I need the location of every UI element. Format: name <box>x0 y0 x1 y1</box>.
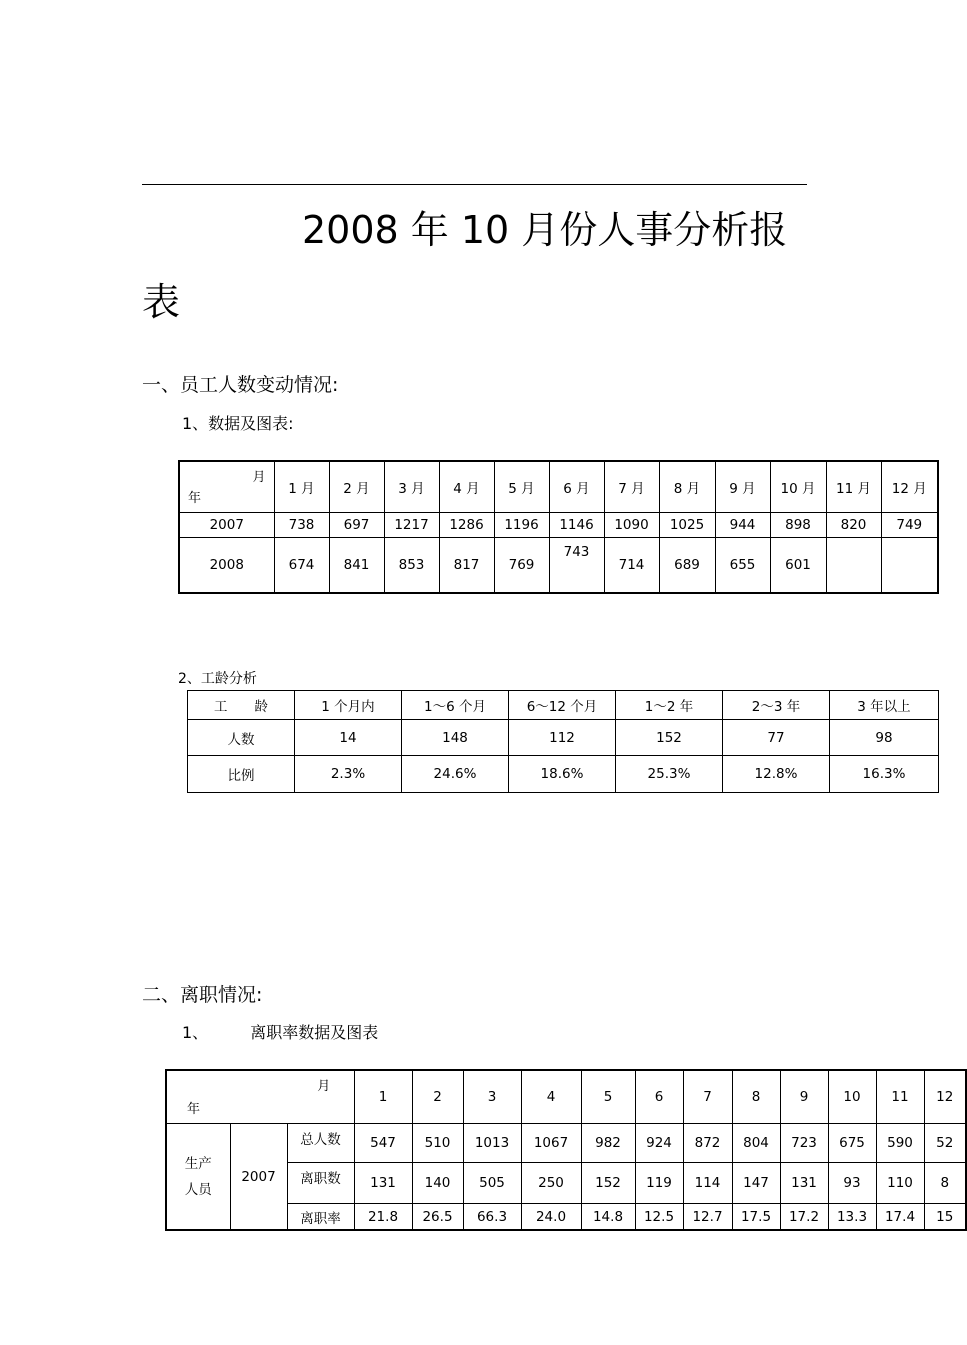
month-header: 10 <box>828 1070 876 1124</box>
table-cell: 131 <box>354 1163 412 1204</box>
table-cell: 804 <box>732 1124 780 1163</box>
table-cell: 738 <box>274 513 329 538</box>
month-header: 5 月 <box>494 461 549 513</box>
table-cell: 743 <box>549 538 604 594</box>
section-heading-turnover: 二、离职情况: <box>142 984 263 1006</box>
month-header: 5 <box>581 1070 635 1124</box>
month-header: 11 <box>876 1070 924 1124</box>
month-header: 1 月 <box>274 461 329 513</box>
table-cell: 12.8% <box>723 756 830 793</box>
table-cell: 24.6% <box>402 756 509 793</box>
row-label: 离职率 <box>287 1204 354 1231</box>
month-header: 7 月 <box>604 461 659 513</box>
subsection-turnover-data <box>182 1022 378 1044</box>
table-cell: 12.5 <box>635 1204 683 1231</box>
table-header: 3 年以上 <box>830 691 939 720</box>
table-cell: 24.0 <box>521 1204 581 1231</box>
table-cell: 17.5 <box>732 1204 780 1231</box>
table-row <box>166 1124 966 1163</box>
group-label-line: 生产 <box>184 1155 212 1172</box>
table-cell <box>881 538 938 594</box>
turnover-table <box>165 1069 967 1231</box>
table-cell: 8 <box>924 1163 966 1204</box>
section-heading-headcount: 一、员工人数变动情况: <box>142 374 339 396</box>
table-cell: 15 <box>924 1204 966 1231</box>
table-header: 1～2 年 <box>616 691 723 720</box>
table-cell: 817 <box>439 538 494 594</box>
table-cell: 1217 <box>384 513 439 538</box>
table-cell: 590 <box>876 1124 924 1163</box>
month-header: 6 月 <box>549 461 604 513</box>
table-header-row <box>166 1070 966 1124</box>
month-header: 4 月 <box>439 461 494 513</box>
month-header: 7 <box>683 1070 732 1124</box>
month-header: 3 <box>463 1070 521 1124</box>
table-cell: 944 <box>715 513 770 538</box>
table-cell: 841 <box>329 538 384 594</box>
corner-year-label: 年 <box>188 491 202 506</box>
month-header: 10 月 <box>770 461 826 513</box>
table-cell <box>826 538 881 594</box>
table-cell: 152 <box>616 720 723 756</box>
report-title-continued: 表 <box>142 280 181 324</box>
table-row <box>188 756 939 793</box>
month-header: 6 <box>635 1070 683 1124</box>
month-header: 8 <box>732 1070 780 1124</box>
table-cell: 14 <box>295 720 402 756</box>
table-cell: 250 <box>521 1163 581 1204</box>
month-header: 12 <box>924 1070 966 1124</box>
group-label-production <box>166 1124 230 1231</box>
row-label: 人数 <box>188 720 295 756</box>
table-cell: 1067 <box>521 1124 581 1163</box>
table-cell: 689 <box>659 538 715 594</box>
table-cell: 131 <box>780 1163 828 1204</box>
headcount-table <box>178 460 939 594</box>
table-cell: 872 <box>683 1124 732 1163</box>
table-cell: 820 <box>826 513 881 538</box>
month-header: 2 月 <box>329 461 384 513</box>
table-cell: 982 <box>581 1124 635 1163</box>
table-cell: 749 <box>881 513 938 538</box>
seniority-table <box>187 690 939 793</box>
row-label: 离职数 <box>287 1163 354 1204</box>
table-cell: 110 <box>876 1163 924 1204</box>
table-cell: 1196 <box>494 513 549 538</box>
table-cell: 12.7 <box>683 1204 732 1231</box>
table-cell: 17.4 <box>876 1204 924 1231</box>
corner-month-label: 月 <box>252 470 266 485</box>
month-header: 1 <box>354 1070 412 1124</box>
table-header: 1～6 个月 <box>402 691 509 720</box>
year-cell: 2007 <box>179 513 274 538</box>
table-cell: 13.3 <box>828 1204 876 1231</box>
month-header: 12 月 <box>881 461 938 513</box>
table-cell: 674 <box>274 538 329 594</box>
month-header: 8 月 <box>659 461 715 513</box>
table-cell: 52 <box>924 1124 966 1163</box>
table-header-row <box>188 691 939 720</box>
table-cell: 924 <box>635 1124 683 1163</box>
subsection-number: 1、 <box>182 1023 209 1042</box>
table-row <box>179 538 938 594</box>
month-header: 4 <box>521 1070 581 1124</box>
table-cell: 77 <box>723 720 830 756</box>
table-cell: 148 <box>402 720 509 756</box>
table-cell: 16.3% <box>830 756 939 793</box>
table-cell: 675 <box>828 1124 876 1163</box>
table-cell: 119 <box>635 1163 683 1204</box>
row-label: 总人数 <box>287 1124 354 1163</box>
table-cell: 547 <box>354 1124 412 1163</box>
table-cell: 714 <box>604 538 659 594</box>
table-header: 6～12 个月 <box>509 691 616 720</box>
table-cell: 93 <box>828 1163 876 1204</box>
table-cell: 697 <box>329 513 384 538</box>
month-header: 9 <box>780 1070 828 1124</box>
table-cell: 510 <box>412 1124 463 1163</box>
corner-cell <box>166 1070 354 1124</box>
corner-month-label: 月 <box>317 1079 331 1094</box>
year-cell: 2007 <box>230 1124 287 1231</box>
table-header-row <box>179 461 938 513</box>
table-row <box>179 513 938 538</box>
table-cell: 66.3 <box>463 1204 521 1231</box>
row-label: 比例 <box>188 756 295 793</box>
table-cell: 853 <box>384 538 439 594</box>
table-cell: 114 <box>683 1163 732 1204</box>
table-cell: 723 <box>780 1124 828 1163</box>
table-cell: 601 <box>770 538 826 594</box>
table-header: 2～3 年 <box>723 691 830 720</box>
table-header: 1 个月内 <box>295 691 402 720</box>
corner-year-label: 年 <box>187 1102 201 1117</box>
corner-cell <box>179 461 274 513</box>
report-title: 2008 年 10 月份人事分析报 <box>302 208 788 252</box>
subsection-seniority: 2、工龄分析 <box>178 671 257 687</box>
table-row <box>188 720 939 756</box>
table-cell: 1025 <box>659 513 715 538</box>
table-cell: 112 <box>509 720 616 756</box>
table-cell: 14.8 <box>581 1204 635 1231</box>
table-cell: 1090 <box>604 513 659 538</box>
table-cell: 1013 <box>463 1124 521 1163</box>
table-cell: 655 <box>715 538 770 594</box>
table-cell: 152 <box>581 1163 635 1204</box>
table-cell: 1286 <box>439 513 494 538</box>
table-cell: 17.2 <box>780 1204 828 1231</box>
table-cell: 140 <box>412 1163 463 1204</box>
month-header: 2 <box>412 1070 463 1124</box>
header-rule <box>142 184 807 185</box>
table-cell: 21.8 <box>354 1204 412 1231</box>
table-cell: 98 <box>830 720 939 756</box>
table-cell: 769 <box>494 538 549 594</box>
subsection-text: 离职率数据及图表 <box>250 1023 379 1042</box>
table-cell: 25.3% <box>616 756 723 793</box>
month-header: 11 月 <box>826 461 881 513</box>
month-header: 9 月 <box>715 461 770 513</box>
table-cell: 18.6% <box>509 756 616 793</box>
table-header: 工 龄 <box>188 691 295 720</box>
year-cell: 2008 <box>179 538 274 594</box>
table-cell: 147 <box>732 1163 780 1204</box>
table-cell: 505 <box>463 1163 521 1204</box>
table-cell: 2.3% <box>295 756 402 793</box>
table-cell: 898 <box>770 513 826 538</box>
table-cell: 1146 <box>549 513 604 538</box>
table-cell: 26.5 <box>412 1204 463 1231</box>
month-header: 3 月 <box>384 461 439 513</box>
group-label-line: 人员 <box>184 1181 212 1198</box>
subsection-data-charts: 1、数据及图表: <box>182 414 294 433</box>
